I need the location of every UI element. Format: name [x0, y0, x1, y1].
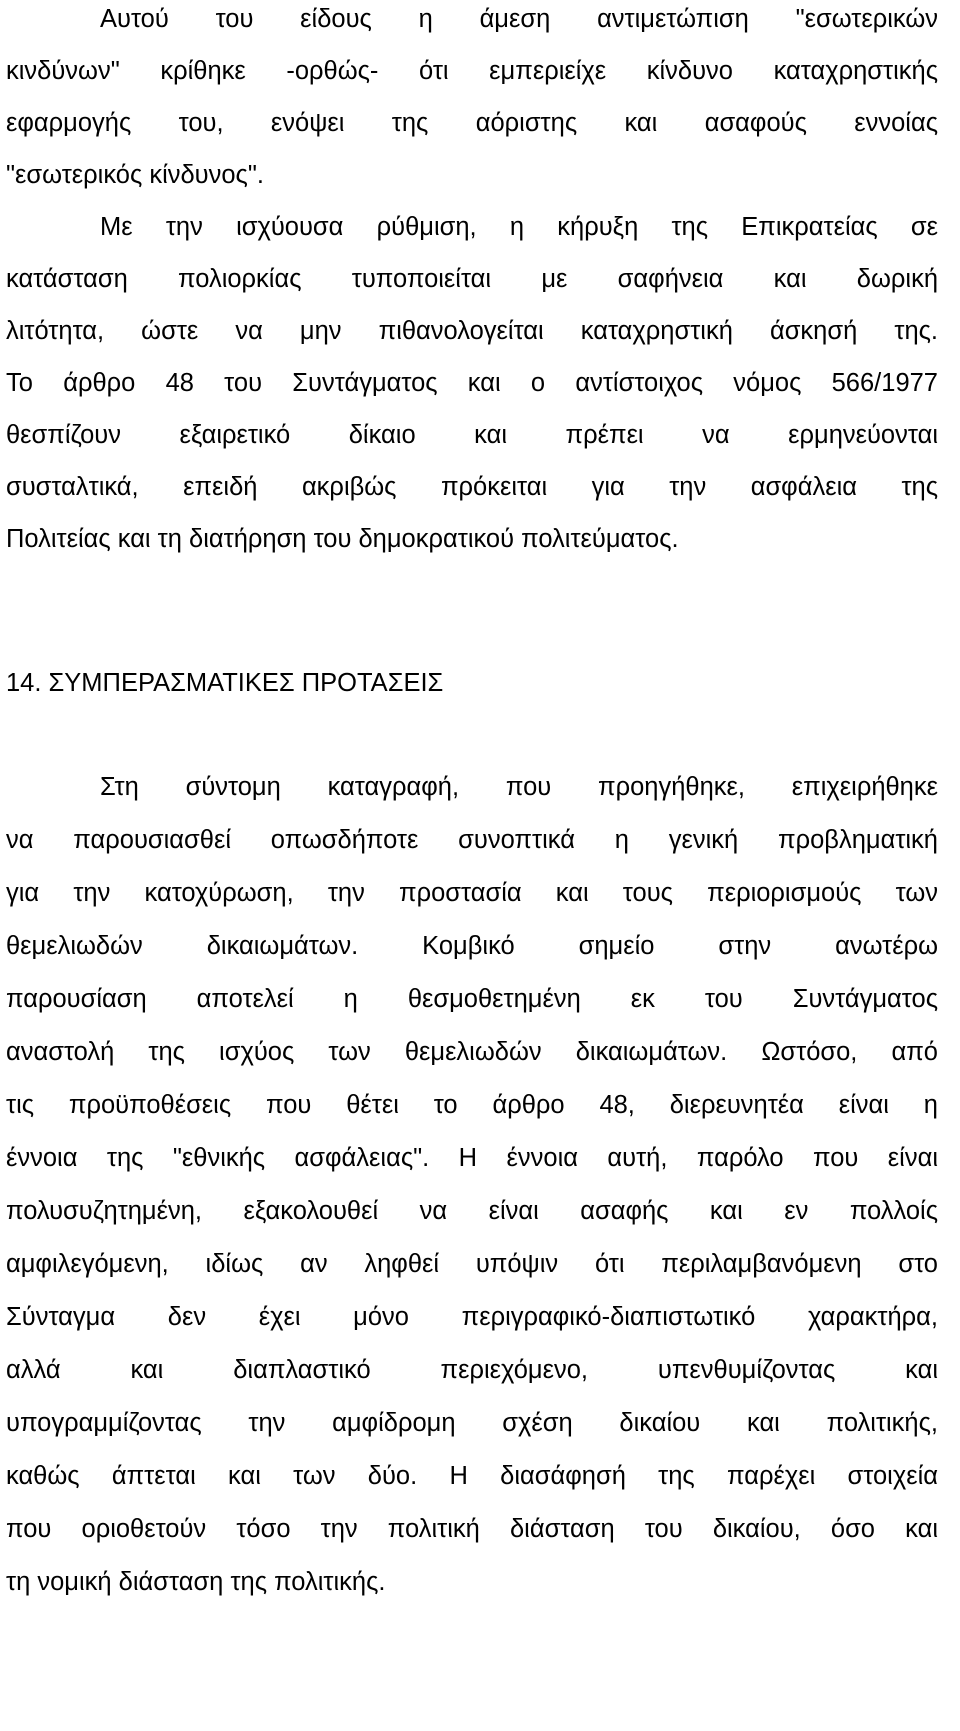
paragraph-line: που οριοθετούν τόσο την πολιτική διάσταση του δικαίου, όσο και: [6, 1515, 938, 1543]
paragraph-line: καθώς άπτεται και των δύο. Η διασάφησή της παρέχει στοιχεία: [6, 1462, 938, 1490]
paragraph-line: υπογραμμίζοντας την αμφίδρομη σχέση δικαίου και πολιτικής,: [6, 1409, 938, 1437]
paragraph-line: Το άρθρο 48 του Συντάγματος και ο αντίστοιχος νόμος 566/1977: [6, 369, 938, 397]
paragraph-line: θεμελιωδών δικαιωμάτων. Κομβικό σημείο στην ανωτέρω: [6, 932, 938, 960]
paragraph-line: αλλά και διαπλαστικό περιεχόμενο, υπενθυμίζοντας και: [6, 1356, 938, 1384]
paragraph-line: "εσωτερικός κίνδυνος".: [6, 161, 264, 189]
paragraph-line: εφαρμογής του, ενόψει της αόριστης και ασαφούς εννοίας: [6, 109, 938, 137]
paragraph-line: για την κατοχύρωση, την προστασία και τους περιορισμούς των: [6, 879, 938, 907]
paragraph-line: Σύνταγμα δεν έχει μόνο περιγραφικό-διαπιστωτικό χαρακτήρα,: [6, 1303, 938, 1331]
paragraph-line: Με την ισχύουσα ρύθμιση, η κήρυξη της Επικρατείας σε: [100, 213, 938, 241]
paragraph-line: κατάσταση πολιορκίας τυποποιείται με σαφήνεια και δωρική: [6, 265, 938, 293]
paragraph-line: λιτότητα, ώστε να μην πιθανολογείται καταχρηστική άσκησή της.: [6, 317, 938, 345]
paragraph-line: παρουσίαση αποτελεί η θεσμοθετημένη εκ του Συντάγματος: [6, 985, 938, 1013]
paragraph-line: να παρουσιασθεί οπωσδήποτε συνοπτικά η γενική προβληματική: [6, 826, 938, 854]
paragraph-line: έννοια της "εθνικής ασφάλειας". Η έννοια αυτή, παρόλο που είναι: [6, 1144, 938, 1172]
paragraph-line: αμφιλεγόμενη, ιδίως αν ληφθεί υπόψιν ότι περιλαμβανόμενη στο: [6, 1250, 938, 1278]
paragraph-line: Στη σύντομη καταγραφή, που προηγήθηκε, επιχειρήθηκε: [100, 773, 938, 801]
paragraph-line: Αυτού του είδους η άμεση αντιμετώπιση "εσωτερικών: [100, 5, 938, 33]
paragraph-line: θεσπίζουν εξαιρετικό δίκαιο και πρέπει να ερμηνεύονται: [6, 421, 938, 449]
paragraph-line: τις προϋποθέσεις που θέτει το άρθρο 48, διερευνητέα είναι η: [6, 1091, 938, 1119]
paragraph-line: τη νομική διάσταση της πολιτικής.: [6, 1568, 386, 1596]
paragraph-line: πολυσυζητημένη, εξακολουθεί να είναι ασαφής και εν πολλοίς: [6, 1197, 938, 1225]
section-heading: 14. ΣΥΜΠΕΡΑΣΜΑΤΙΚΕΣ ΠΡΟΤΑΣΕΙΣ: [6, 669, 444, 697]
paragraph-line: Πολιτείας και τη διατήρηση του δημοκρατικού πολιτεύματος.: [6, 525, 679, 553]
paragraph-line: κινδύνων" κρίθηκε -ορθώς- ότι εμπεριείχε κίνδυνο καταχρηστικής: [6, 57, 938, 85]
paragraph-line: αναστολή της ισχύος των θεμελιωδών δικαιωμάτων. Ωστόσο, από: [6, 1038, 938, 1066]
paragraph-line: συσταλτικά, επειδή ακριβώς πρόκειται για την ασφάλεια της: [6, 473, 938, 501]
